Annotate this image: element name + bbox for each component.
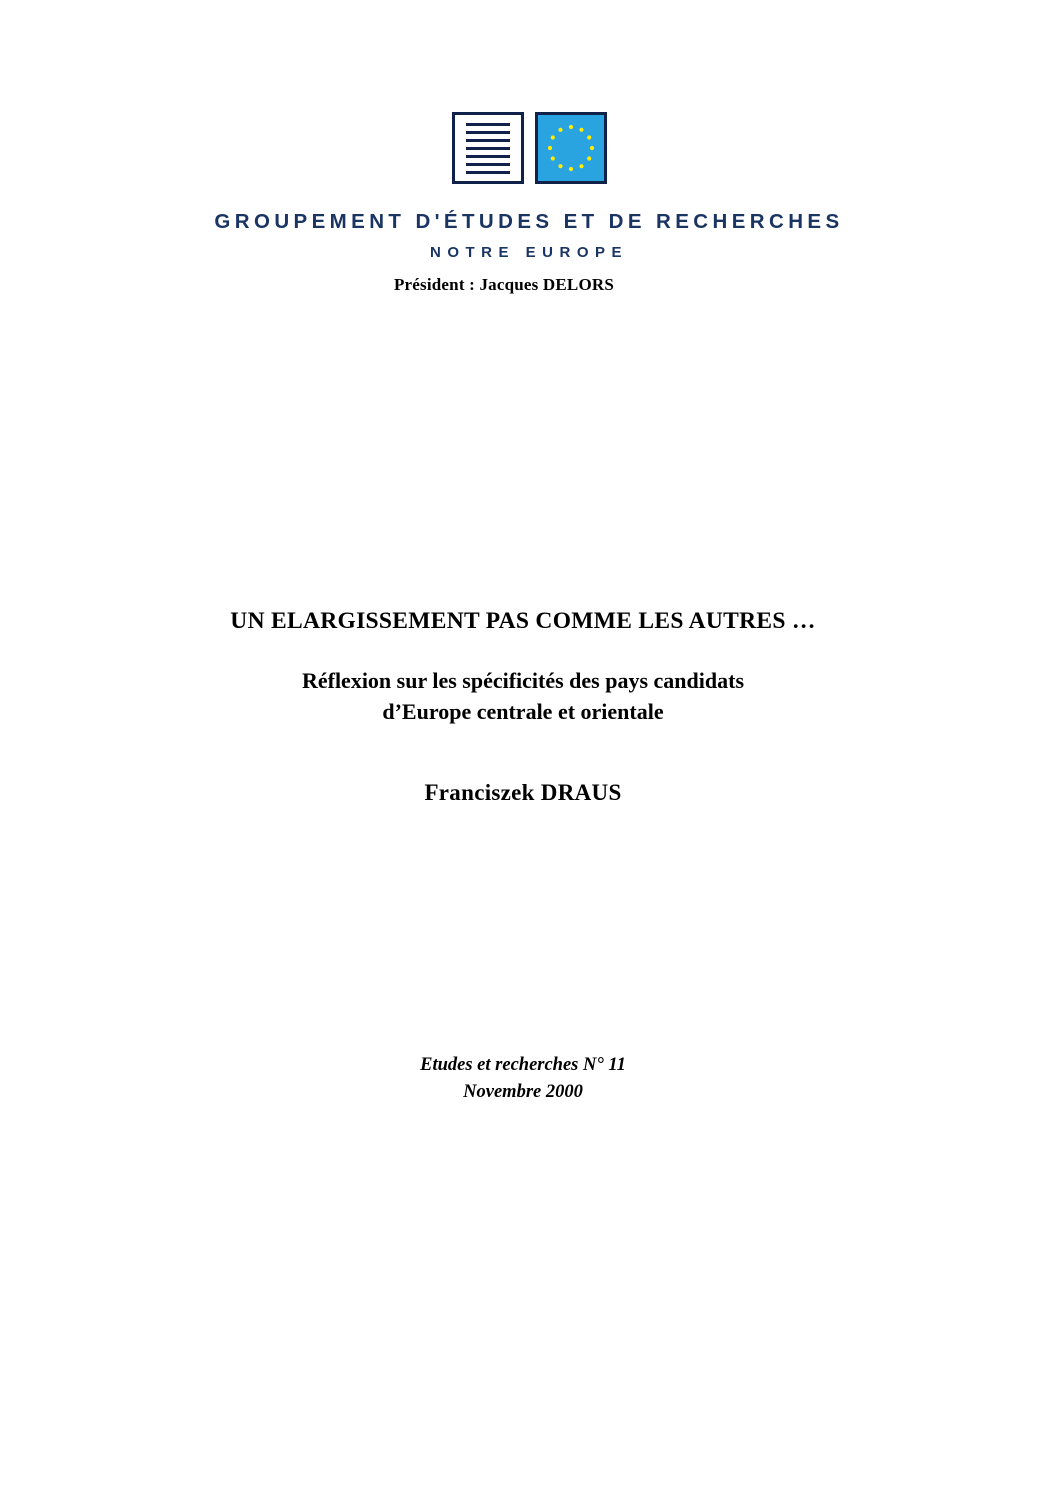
- page-subtitle-line2: d’Europe centrale et orientale: [382, 699, 664, 725]
- series-date: Novembre 2000: [463, 1081, 583, 1102]
- page-subtitle-line1: Réflexion sur les spécificités des pays candidats: [301, 668, 745, 693]
- logo-block: [0, 112, 1058, 261]
- page-title: UN ELARGISSEMENT PAS COMME LES AUTRES …: [230, 608, 816, 634]
- series-label: Etudes et recherches N° 11: [420, 1055, 626, 1075]
- eu-flag-icon: [535, 112, 607, 184]
- author-name: Franciszek DRAUS: [424, 780, 622, 805]
- series-info: [0, 1052, 1052, 1106]
- logo-marks: [452, 112, 607, 184]
- organisation-subname: NOTRE EUROPE: [429, 244, 628, 261]
- document-lines-icon: [452, 112, 524, 184]
- page-subtitle: [0, 665, 1052, 727]
- president-line: Président : Jacques DELORS: [393, 275, 615, 294]
- organisation-name: GROUPEMENT D'ÉTUDES ET DE RECHERCHES: [214, 210, 844, 233]
